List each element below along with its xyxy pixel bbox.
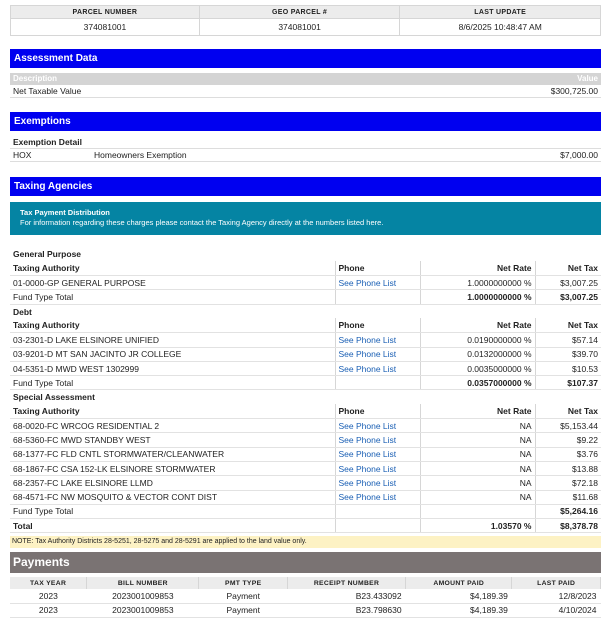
pmt-type-header: PMT TYPE (199, 577, 288, 589)
tax-header-row (10, 318, 601, 332)
exemptions-section (10, 112, 601, 162)
authority-name: 03-9201-D MT SAN JACINTO JR COLLEGE (10, 347, 335, 361)
taxing-section (10, 177, 601, 548)
assessment-title: Assessment Data (10, 49, 601, 68)
amount-paid-header: AMOUNT PAID (406, 577, 512, 589)
net-tax: $3,007.25 (535, 276, 601, 290)
exemption-amount: $7,000.00 (560, 150, 598, 160)
phone-list-link[interactable]: See Phone List (338, 349, 397, 360)
phone-cell (335, 276, 420, 290)
assessment-section (10, 49, 601, 98)
fund-total-rate: 0.0357000000 % (420, 376, 535, 390)
fund-total-rate: 1.0000000000 % (420, 290, 535, 304)
net-tax: $9.22 (535, 433, 601, 447)
authority-name: 68-1377-FC FLD CNTL STORMWATER/CLEANWATER (10, 447, 335, 461)
rate-header: Net Rate (420, 318, 535, 332)
fund-total-label: Fund Type Total (10, 290, 335, 304)
tax-row (10, 490, 601, 504)
payment-bill-number: 2023001009853 (87, 603, 199, 617)
payment-last-paid: 4/10/2024 (512, 603, 601, 617)
authority-name: 03-2301-D LAKE ELSINORE UNIFIED (10, 333, 335, 347)
net-rate: 0.0035000000 % (420, 361, 535, 375)
fund-total-phone (335, 290, 420, 304)
payment-receipt-number: B23.798630 (288, 603, 406, 617)
authority-name: 04-5351-D MWD WEST 1302999 (10, 361, 335, 375)
fund-total-row (10, 376, 601, 390)
net-rate: NA (420, 433, 535, 447)
net-rate: 1.0000000000 % (420, 276, 535, 290)
net-rate: 0.0190000000 % (420, 333, 535, 347)
net-rate: NA (420, 419, 535, 433)
section-title: Debt (13, 306, 32, 317)
net-tax: $3.76 (535, 447, 601, 461)
fund-total-phone (335, 376, 420, 390)
phone-cell (335, 490, 420, 504)
payment-tax-year: 2023 (10, 603, 87, 617)
payment-type: Payment (199, 589, 288, 603)
authority-name: 68-1867-FC CSA 152-LK ELSINORE STORMWATER (10, 461, 335, 475)
payments-table (10, 577, 601, 618)
payment-row (10, 589, 601, 603)
bill-number-header: BILL NUMBER (87, 577, 199, 589)
fund-total-tax: $5,264.16 (535, 504, 601, 518)
net-rate: NA (420, 447, 535, 461)
tax-row (10, 476, 601, 490)
payment-receipt-number: B23.433092 (288, 589, 406, 603)
tax-row (10, 447, 601, 461)
grand-total-row (10, 519, 601, 533)
fund-total-rate (420, 504, 535, 518)
authority-name: 01-0000-GP GENERAL PURPOSE (10, 276, 335, 290)
net-tax: $11.68 (535, 490, 601, 504)
net-tax: $39.70 (535, 347, 601, 361)
rate-header: Net Rate (420, 404, 535, 418)
tax-header: Net Tax (535, 318, 601, 332)
payment-row (10, 603, 601, 617)
exemption-detail-label: Exemption Detail (10, 136, 601, 149)
fund-total-label: Fund Type Total (10, 376, 335, 390)
phone-list-link[interactable]: See Phone List (338, 363, 397, 374)
payments-header (10, 577, 601, 589)
parcel-number-header: PARCEL NUMBER (11, 6, 200, 19)
tax-year-header: TAX YEAR (10, 577, 87, 589)
info-text: For information regarding these charges please contact the Taxing Agency directly at the numbers listed here. (20, 218, 384, 227)
last-update-value: 8/6/2025 10:48:47 AM (400, 19, 601, 36)
phone-list-link[interactable]: See Phone List (338, 420, 397, 431)
phone-list-link[interactable]: See Phone List (338, 277, 397, 288)
assessment-header (10, 73, 601, 85)
section-title: General Purpose (13, 249, 82, 260)
tax-row (10, 333, 601, 347)
section-title-row (10, 247, 601, 261)
fund-total-label: Fund Type Total (10, 504, 335, 518)
grand-total-rate: 1.03570 % (420, 519, 535, 533)
phone-cell (335, 419, 420, 433)
tax-row (10, 361, 601, 375)
authority-header: Taxing Authority (10, 318, 335, 332)
net-taxable-label: Net Taxable Value (13, 86, 82, 96)
exemption-name: Homeowners Exemption (94, 150, 187, 160)
exemptions-title: Exemptions (10, 112, 601, 131)
tax-note: NOTE: Tax Authority Districts 28-5251, 28-5275 and 28-5291 are applied to the land value only. (10, 536, 601, 548)
last-update-header: LAST UPDATE (400, 6, 601, 19)
net-taxable-row (10, 85, 601, 98)
phone-list-link[interactable]: See Phone List (338, 435, 397, 445)
receipt-number-header: RECEIPT NUMBER (288, 577, 406, 589)
net-rate: NA (420, 461, 535, 475)
authority-header: Taxing Authority (10, 261, 335, 275)
tax-table (10, 247, 601, 533)
payment-amount: $4,189.39 (406, 589, 512, 603)
geo-parcel-header: GEO PARCEL # (199, 6, 400, 19)
grand-total-phone (335, 519, 420, 533)
exemption-code: HOX (13, 150, 32, 160)
tax-header: Net Tax (535, 261, 601, 275)
net-rate: 0.0132000000 % (420, 347, 535, 361)
tax-row (10, 461, 601, 475)
phone-cell (335, 476, 420, 490)
rate-header: Net Rate (420, 261, 535, 275)
info-title: Tax Payment Distribution (20, 208, 110, 217)
exemption-row (10, 149, 601, 162)
grand-total-label: Total (10, 519, 335, 533)
phone-header: Phone (335, 261, 420, 275)
net-rate: NA (420, 490, 535, 504)
authority-header: Taxing Authority (10, 404, 335, 418)
fund-total-tax: $107.37 (535, 376, 601, 390)
phone-cell (335, 347, 420, 361)
payment-type: Payment (199, 603, 288, 617)
phone-header: Phone (335, 404, 420, 418)
payment-tax-year: 2023 (10, 589, 87, 603)
authority-name: 68-2357-FC LAKE ELSINORE LLMD (10, 476, 335, 490)
tax-row (10, 347, 601, 361)
parcel-number-value: 374081001 (11, 19, 200, 36)
phone-list-link[interactable]: See Phone List (338, 449, 397, 460)
net-rate: NA (420, 476, 535, 490)
fund-total-tax: $3,007.25 (535, 290, 601, 304)
tax-distribution-info (10, 202, 601, 235)
phone-cell (335, 333, 420, 347)
phone-list-link[interactable]: See Phone List (338, 334, 397, 345)
net-tax: $72.18 (535, 476, 601, 490)
fund-total-row (10, 504, 601, 518)
authority-name: 68-4571-FC NW MOSQUITO & VECTOR CONT DIST (10, 490, 335, 504)
payment-bill-number: 2023001009853 (87, 589, 199, 603)
parcel-table (10, 5, 601, 36)
tax-row (10, 433, 601, 447)
net-tax: $57.14 (535, 333, 601, 347)
tax-header-row (10, 404, 601, 418)
fund-total-row (10, 290, 601, 304)
description-header: Description (13, 74, 58, 83)
phone-list-link[interactable]: See Phone List (338, 492, 397, 503)
tax-header-row (10, 261, 601, 275)
section-title-row (10, 390, 601, 404)
phone-cell (335, 361, 420, 375)
grand-total-tax: $8,378.78 (535, 519, 601, 533)
authority-name: 68-5360-FC MWD STANDBY WEST (10, 433, 335, 447)
net-tax: $10.53 (535, 361, 601, 375)
payment-amount: $4,189.39 (406, 603, 512, 617)
payments-title: Payments (10, 552, 601, 573)
fund-total-phone (335, 504, 420, 518)
phone-list-link[interactable]: See Phone List (338, 463, 397, 474)
section-title: Special Assessment (13, 392, 95, 403)
phone-list-link[interactable]: See Phone List (338, 477, 397, 488)
tax-row (10, 276, 601, 290)
page (10, 5, 601, 618)
phone-cell (335, 433, 420, 447)
phone-cell (335, 461, 420, 475)
tax-header: Net Tax (535, 404, 601, 418)
net-tax: $13.88 (535, 461, 601, 475)
value-header: Value (577, 74, 598, 83)
authority-name: 68-0020-FC WRCOG RESIDENTIAL 2 (10, 419, 335, 433)
section-title-row (10, 304, 601, 318)
phone-header: Phone (335, 318, 420, 332)
last-paid-header: LAST PAID (512, 577, 601, 589)
geo-parcel-value: 374081001 (199, 19, 400, 36)
net-taxable-value: $300,725.00 (550, 86, 598, 96)
phone-cell (335, 447, 420, 461)
payment-last-paid: 12/8/2023 (512, 589, 601, 603)
taxing-title: Taxing Agencies (10, 177, 601, 196)
net-tax: $5,153.44 (535, 419, 601, 433)
tax-row (10, 419, 601, 433)
